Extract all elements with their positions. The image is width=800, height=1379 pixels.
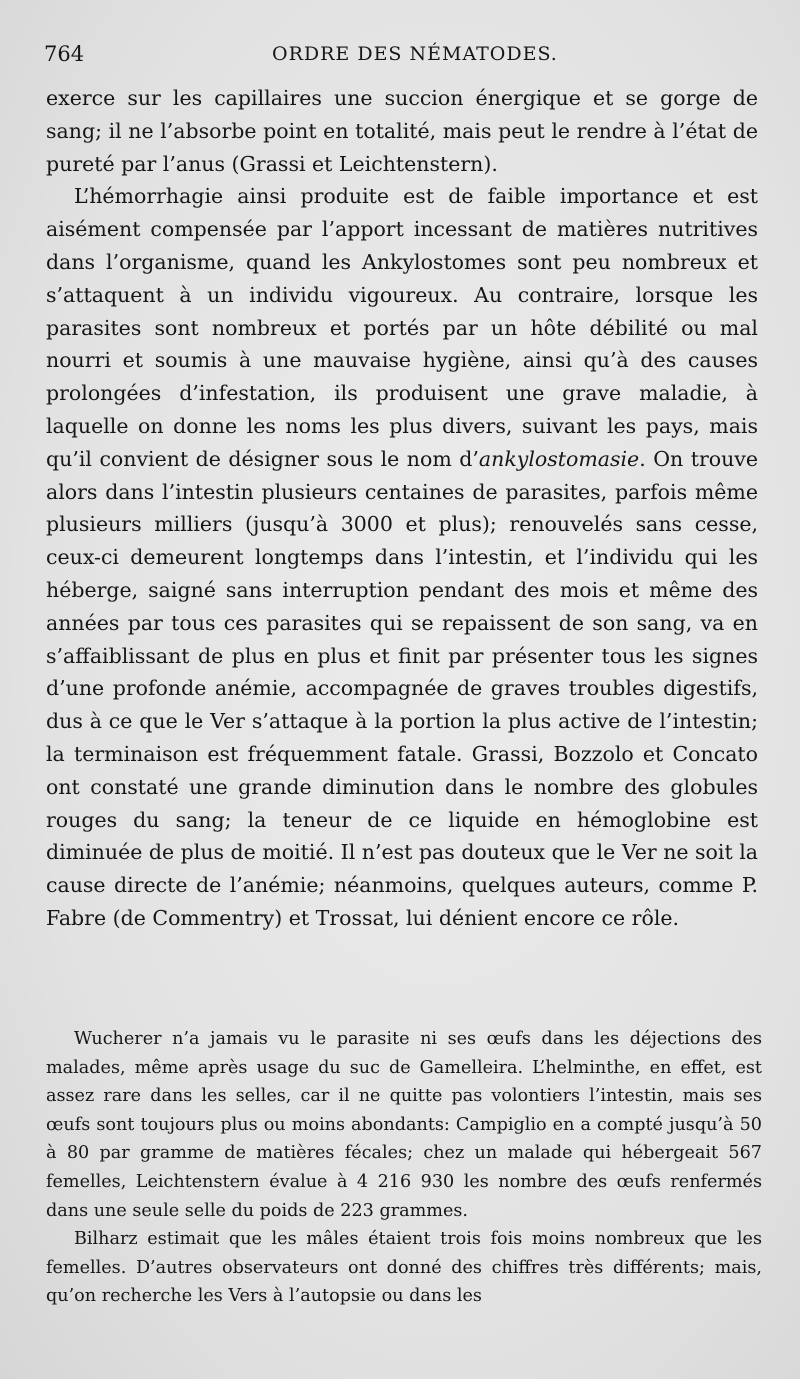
running-title: ORDRE DES NÉMATODES. (272, 43, 558, 65)
main-paragraph-2 (46, 180, 758, 934)
main-text-block (46, 82, 758, 935)
small-text-block (46, 1025, 762, 1311)
main-paragraph-1: exerce sur les capillaires une succion énergique et se gorge de sang; il ne l’absorbe point en totalité, mais peut le rendre à l’état de pureté par l’anus (Grassi et Leichtenstern). (46, 86, 758, 176)
main-paragraph-2-part-2: . On trouve alors dans l’intestin plusieurs centaines de parasites, parfois même plusieurs milliers (jusqu’à 3000 et plus); renouvelés sans cesse, ceux-ci demeurent longtemps dans l’intestin, et l’individu qui les héberge, saigné sans interruption pendant des mois et même des années par tous ces parasites qui se repaissent de son sang, va en s’affaiblissant de plus en plus et finit par présenter tous les signes d’une profonde anémie, accompagnée de graves troubles digestifs, dus à ce que le Ver s’attaque à la portion la plus active de l’intestin; la terminaison est fréquemment fatale. Grassi, Bozzolo et Concato ont constaté une grande diminution dans le nombre des globules rouges du sang; la teneur de ce liquide en hémoglobine est diminuée de plus de moitié. Il n’est pas douteux que le Ver ne soit la cause directe de l’anémie; néanmoins, quelques auteurs, comme P. Fabre (de Commentry) et Trossat, lui dénient encore ce rôle. (46, 446, 758, 930)
small-paragraph-2: Bilharz estimait que les mâles étaient trois fois moins nombreux que les femelles. D’autres observateurs ont donné des chiffres très différents; mais, qu’on recherche les Vers à l’autopsie ou dans les (46, 1229, 762, 1307)
small-paragraph-1: Wucherer n’a jamais vu le parasite ni ses œufs dans les déjections des malades, même après usage du suc de Gamelleira. L’helminthe, en effet, est assez rare dans les selles, car il ne quitte pas volontiers l’intestin, mais ses œufs sont toujours plus ou moins abondants: Campiglio en a compté jusqu’à 50 à 80 par gramme de matières fécales; chez un malade qui hébergeait 567 femelles, Leichtenstern évalue à 4 216 930 les nombre des œufs renfermés dans une seule selle du poids de 223 grammes. (46, 1029, 762, 1221)
main-paragraph-2-part-1: L’hémorrhagie ainsi produite est de faible importance et est aisément compensée par l’apport incessant de matières nutritives dans l’organisme, quand les Ankylostomes sont peu nombreux et s’attaquent à un individu vigoureux. Au contraire, lorsque les parasites sont nombreux et portés par un hôte débilité ou mal nourri et soumis à une mauvaise hygiène, ainsi qu’à des causes prolongées d’infestation, ils produisent une grave maladie, à laquelle on donne les noms les plus divers, suivant les pays, mais qu’il convient de désigner sous le nom d’ (46, 184, 758, 471)
ankylostomasie-term: ankylostomasie (478, 446, 640, 471)
page-number: 764 (44, 42, 85, 66)
